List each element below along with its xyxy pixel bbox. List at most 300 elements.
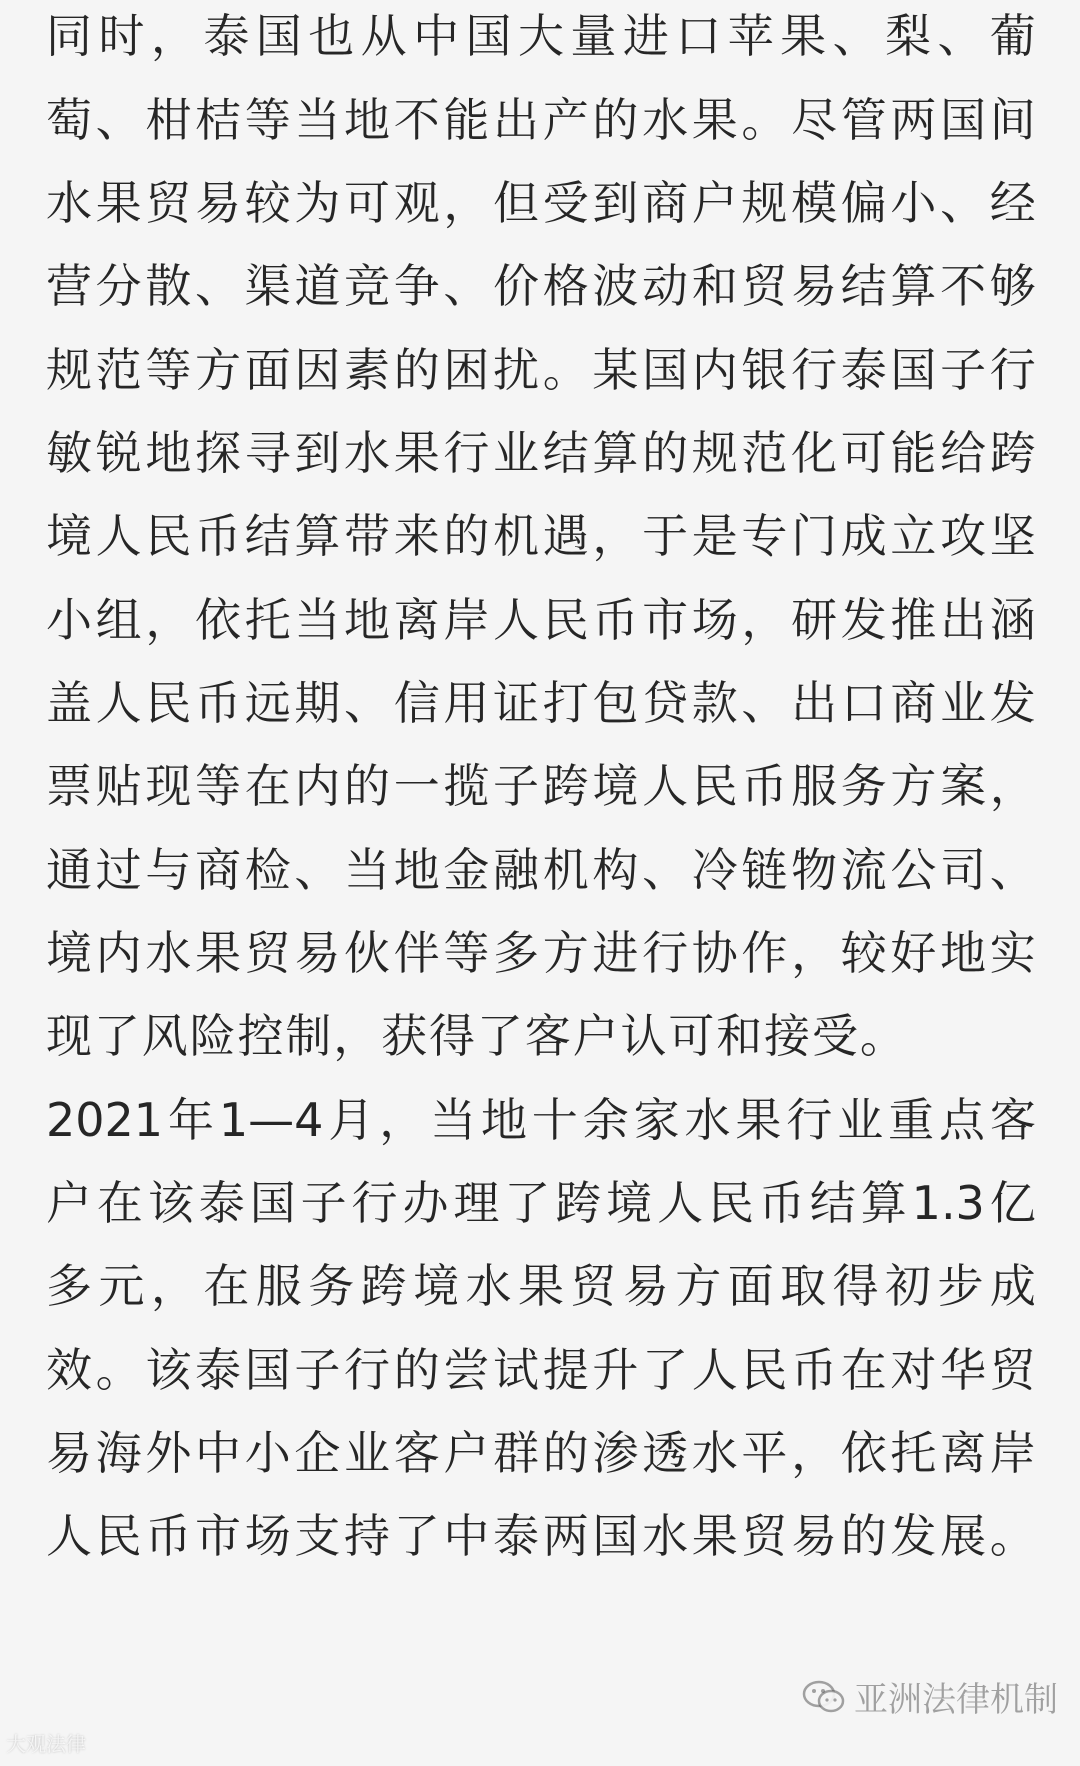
glyph: 人 bbox=[657, 1176, 704, 1230]
glyph: 泰 bbox=[493, 1509, 540, 1563]
glyph: 经 bbox=[989, 176, 1036, 230]
glyph: 专 bbox=[741, 509, 788, 563]
glyph: 一 bbox=[393, 759, 440, 813]
glyph: 苹 bbox=[727, 9, 774, 63]
glyph: 服 bbox=[255, 1259, 302, 1313]
glyph: 户 bbox=[443, 1426, 490, 1480]
glyph: 结 bbox=[809, 1176, 856, 1230]
glyph: 人 bbox=[691, 1343, 738, 1397]
glyph: 行 bbox=[344, 1343, 391, 1397]
glyph: 民 bbox=[145, 509, 192, 563]
glyph: 贸 bbox=[989, 1343, 1036, 1397]
paragraph-line bbox=[46, 1488, 1036, 1584]
glyph: 与 bbox=[145, 843, 192, 897]
glyph: 亿 bbox=[989, 1176, 1036, 1230]
glyph: 果 bbox=[691, 1509, 738, 1563]
glyph: 得 bbox=[429, 1009, 475, 1063]
glyph: 泰 bbox=[195, 1343, 242, 1397]
glyph: 地 bbox=[940, 926, 987, 980]
glyph: 。 bbox=[989, 1509, 1036, 1563]
glyph: 梨 bbox=[885, 9, 931, 63]
glyph: 面 bbox=[727, 1259, 774, 1313]
glyph: 方 bbox=[675, 1259, 722, 1313]
glyph: 和 bbox=[716, 1009, 763, 1063]
glyph: 两 bbox=[890, 93, 937, 147]
glyph: 规 bbox=[46, 343, 92, 397]
glyph: 易 bbox=[791, 1509, 838, 1563]
glyph: 内 bbox=[95, 926, 142, 980]
glyph: 了 bbox=[93, 1009, 140, 1063]
glyph: ， bbox=[791, 926, 838, 980]
glyph: 易 bbox=[791, 259, 838, 313]
glyph: 子 bbox=[300, 1176, 347, 1230]
glyph: 、 bbox=[642, 843, 689, 897]
glyph: 得 bbox=[832, 1259, 879, 1313]
glyph: 通 bbox=[46, 843, 92, 897]
glyph: 价 bbox=[493, 259, 540, 313]
glyph: 境 bbox=[46, 926, 92, 980]
glyph: 中 bbox=[443, 1509, 490, 1563]
glyph: 民 bbox=[691, 759, 738, 813]
glyph: ， bbox=[150, 9, 197, 63]
glyph: 果 bbox=[780, 9, 827, 63]
glyph: 大 bbox=[517, 9, 564, 63]
glyph: 方 bbox=[195, 343, 242, 397]
glyph: 的 bbox=[542, 1426, 589, 1480]
glyph: 初 bbox=[885, 1259, 931, 1313]
glyph: ， bbox=[145, 593, 192, 647]
glyph: 小 bbox=[46, 593, 92, 647]
glyph: 场 bbox=[691, 593, 738, 647]
glyph: 困 bbox=[443, 343, 490, 397]
glyph: 海 bbox=[95, 1426, 142, 1480]
glyph: 人 bbox=[46, 1509, 92, 1563]
glyph: ， bbox=[741, 593, 788, 647]
glyph: 给 bbox=[940, 426, 987, 480]
glyph: 贷 bbox=[642, 676, 689, 730]
glyph: 民 bbox=[145, 676, 192, 730]
glyph: 构 bbox=[592, 843, 639, 897]
glyph: ， bbox=[333, 1009, 380, 1063]
corner-watermark bbox=[6, 1728, 86, 1757]
glyph: 境 bbox=[46, 509, 92, 563]
glyph: 素 bbox=[344, 343, 391, 397]
glyph: 国 bbox=[255, 9, 302, 63]
glyph: 试 bbox=[493, 1343, 540, 1397]
glyph: 水 bbox=[642, 93, 689, 147]
glyph: 贸 bbox=[244, 926, 291, 980]
glyph: 机 bbox=[493, 509, 540, 563]
glyph: 户 bbox=[691, 176, 738, 230]
glyph: 。 bbox=[542, 343, 589, 397]
glyph: 规 bbox=[691, 426, 738, 480]
glyph: 模 bbox=[791, 176, 838, 230]
glyph: 方 bbox=[542, 926, 589, 980]
paragraph-line bbox=[46, 1072, 1036, 1168]
paragraph-line bbox=[46, 1405, 1036, 1501]
glyph: 推 bbox=[890, 593, 937, 647]
glyph: 业 bbox=[344, 1426, 391, 1480]
glyph: 地 bbox=[344, 593, 391, 647]
glyph: 国 bbox=[940, 93, 987, 147]
glyph: 业 bbox=[837, 1093, 884, 1147]
glyph: 实 bbox=[989, 926, 1036, 980]
glyph: 格 bbox=[542, 259, 589, 313]
glyph: 口 bbox=[675, 9, 722, 63]
paragraph-line bbox=[46, 1155, 1036, 1251]
glyph: ， bbox=[791, 1426, 838, 1480]
glyph: 地 bbox=[393, 843, 440, 897]
glyph: 户 bbox=[46, 1176, 92, 1230]
glyph: 受 bbox=[542, 176, 589, 230]
glyph: 持 bbox=[344, 1509, 391, 1563]
glyph: 服 bbox=[791, 759, 838, 813]
glyph: 行 bbox=[786, 1093, 833, 1147]
glyph: 泰 bbox=[840, 343, 887, 397]
glyph: 币 bbox=[758, 1176, 805, 1230]
glyph: 涵 bbox=[989, 593, 1036, 647]
glyph: 中 bbox=[413, 9, 460, 63]
glyph: 间 bbox=[989, 93, 1036, 147]
glyph: 观 bbox=[393, 176, 440, 230]
glyph: 务 bbox=[308, 1259, 355, 1313]
glyph: 当 bbox=[430, 1093, 477, 1147]
glyph: 水 bbox=[465, 1259, 512, 1313]
glyph: 时 bbox=[98, 9, 145, 63]
glyph: 内 bbox=[691, 343, 738, 397]
glyph: 月 bbox=[328, 1093, 375, 1147]
glyph: 该 bbox=[145, 1343, 192, 1397]
glyph: 在 bbox=[840, 1343, 887, 1397]
glyph: 的 bbox=[393, 1343, 440, 1397]
glyph: 等 bbox=[145, 343, 192, 397]
glyph: 用 bbox=[443, 676, 490, 730]
glyph: 1—4 bbox=[218, 1093, 324, 1147]
glyph: 水 bbox=[145, 926, 192, 980]
glyph: 跨 bbox=[542, 759, 589, 813]
glyph: 化 bbox=[791, 426, 838, 480]
glyph: 算 bbox=[860, 1176, 907, 1230]
glyph: 依 bbox=[840, 1426, 887, 1480]
glyph: 敏 bbox=[46, 426, 92, 480]
glyph: 行 bbox=[791, 343, 838, 397]
glyph: 中 bbox=[195, 1426, 242, 1480]
glyph: 、 bbox=[95, 93, 142, 147]
glyph: 小 bbox=[890, 176, 937, 230]
glyph: 币 bbox=[592, 593, 639, 647]
glyph: 伴 bbox=[393, 926, 440, 980]
glyph: 办 bbox=[402, 1176, 449, 1230]
glyph: 票 bbox=[46, 759, 92, 813]
glyph: 也 bbox=[308, 9, 355, 63]
paragraph-line bbox=[46, 72, 1036, 168]
glyph: 境 bbox=[592, 759, 639, 813]
glyph: 客 bbox=[524, 1009, 571, 1063]
glyph: 客 bbox=[989, 1093, 1036, 1147]
glyph: 算 bbox=[294, 509, 341, 563]
paragraph-line bbox=[46, 1322, 1036, 1418]
glyph: 范 bbox=[95, 343, 142, 397]
glyph: 易 bbox=[195, 176, 242, 230]
glyph: 融 bbox=[493, 843, 540, 897]
glyph: 是 bbox=[691, 509, 738, 563]
glyph: 过 bbox=[95, 843, 142, 897]
glyph: 口 bbox=[840, 676, 887, 730]
glyph: 散 bbox=[145, 259, 192, 313]
glyph: 司 bbox=[940, 843, 987, 897]
glyph: 认 bbox=[620, 1009, 667, 1063]
glyph: 水 bbox=[344, 426, 391, 480]
glyph: 托 bbox=[244, 593, 291, 647]
glyph: 水 bbox=[684, 1093, 731, 1147]
glyph: 。 bbox=[859, 1009, 906, 1063]
glyph: 子 bbox=[294, 1343, 341, 1397]
glyph: 较 bbox=[244, 176, 291, 230]
glyph: 范 bbox=[741, 426, 788, 480]
glyph: 期 bbox=[294, 676, 341, 730]
glyph: 扰 bbox=[493, 343, 540, 397]
glyph: 金 bbox=[443, 843, 490, 897]
glyph: 水 bbox=[691, 1426, 738, 1480]
glyph: 当 bbox=[294, 93, 341, 147]
glyph: 立 bbox=[890, 509, 937, 563]
glyph: 贸 bbox=[570, 1259, 617, 1313]
glyph: 遇 bbox=[542, 509, 589, 563]
glyph: 民 bbox=[95, 1509, 142, 1563]
glyph: 了 bbox=[393, 1509, 440, 1563]
glyph: 可 bbox=[344, 176, 391, 230]
glyph: 到 bbox=[294, 426, 341, 480]
glyph: 证 bbox=[493, 676, 540, 730]
glyph: 等 bbox=[244, 93, 291, 147]
glyph: 受 bbox=[812, 1009, 858, 1063]
glyph: 对 bbox=[890, 1343, 937, 1397]
glyph: 果 bbox=[735, 1093, 782, 1147]
glyph: 取 bbox=[780, 1259, 827, 1313]
glyph: 结 bbox=[542, 426, 589, 480]
glyph: 果 bbox=[691, 93, 738, 147]
glyph: 出 bbox=[940, 593, 987, 647]
glyph: 、 bbox=[937, 9, 984, 63]
glyph: 跨 bbox=[360, 1259, 407, 1313]
glyph: 国 bbox=[465, 9, 512, 63]
glyph: 在 bbox=[203, 1259, 250, 1313]
glyph: 易 bbox=[622, 1259, 669, 1313]
glyph: 分 bbox=[95, 259, 142, 313]
glyph: 年 bbox=[167, 1093, 214, 1147]
glyph: 地 bbox=[344, 93, 391, 147]
glyph: 行 bbox=[351, 1176, 398, 1230]
glyph: 十 bbox=[531, 1093, 578, 1147]
glyph: 的 bbox=[642, 426, 689, 480]
glyph: 规 bbox=[741, 176, 788, 230]
glyph: 岸 bbox=[443, 593, 490, 647]
glyph: 。 bbox=[95, 1343, 142, 1397]
glyph: 理 bbox=[453, 1176, 500, 1230]
glyph: 出 bbox=[791, 676, 838, 730]
glyph: 泰 bbox=[198, 1176, 245, 1230]
glyph: 行 bbox=[989, 343, 1036, 397]
glyph: 境 bbox=[606, 1176, 653, 1230]
glyph: 锐 bbox=[95, 426, 142, 480]
glyph: 案 bbox=[940, 759, 987, 813]
glyph: 、 bbox=[989, 843, 1036, 897]
glyph: ， bbox=[443, 176, 490, 230]
glyph: 带 bbox=[344, 509, 391, 563]
glyph: 小 bbox=[244, 1426, 291, 1480]
glyph: 人 bbox=[95, 676, 142, 730]
glyph: 境 bbox=[413, 1259, 460, 1313]
glyph: 萄 bbox=[46, 93, 92, 147]
glyph: 和 bbox=[691, 259, 738, 313]
glyph: 好 bbox=[890, 926, 937, 980]
glyph: 果 bbox=[195, 926, 242, 980]
glyph: 的 bbox=[840, 1509, 887, 1563]
watermark-text: 亚洲法律机制 bbox=[854, 1680, 1058, 1720]
glyph: 管 bbox=[840, 93, 887, 147]
glyph: 坚 bbox=[989, 509, 1036, 563]
glyph: 因 bbox=[294, 343, 341, 397]
glyph: 等 bbox=[195, 759, 242, 813]
glyph: 从 bbox=[360, 9, 407, 63]
glyph: 岸 bbox=[989, 1426, 1036, 1480]
glyph: 国 bbox=[592, 1509, 639, 1563]
glyph: 但 bbox=[493, 176, 540, 230]
glyph: 国 bbox=[244, 1343, 291, 1397]
glyph: 果 bbox=[517, 1259, 564, 1313]
glyph: 该 bbox=[147, 1176, 194, 1230]
glyph: 来 bbox=[393, 509, 440, 563]
glyph: 易 bbox=[46, 1426, 92, 1480]
glyph: 研 bbox=[791, 593, 838, 647]
glyph: 子 bbox=[493, 759, 540, 813]
glyph: 务 bbox=[840, 759, 887, 813]
glyph: 方 bbox=[890, 759, 937, 813]
glyph: 结 bbox=[840, 259, 887, 313]
glyph: 等 bbox=[443, 926, 490, 980]
glyph: 探 bbox=[195, 426, 242, 480]
glyph: 离 bbox=[940, 1426, 987, 1480]
glyph: 华 bbox=[940, 1343, 987, 1397]
glyph: 了 bbox=[642, 1343, 689, 1397]
glyph: 水 bbox=[46, 176, 92, 230]
glyph: 面 bbox=[244, 343, 291, 397]
glyph: 户 bbox=[572, 1009, 619, 1063]
glyph: 同 bbox=[46, 9, 92, 63]
glyph: 到 bbox=[592, 176, 639, 230]
glyph: 检 bbox=[244, 843, 291, 897]
glyph: 的 bbox=[344, 759, 391, 813]
glyph: 、 bbox=[741, 676, 788, 730]
glyph: 托 bbox=[890, 1426, 937, 1480]
glyph: 币 bbox=[195, 509, 242, 563]
glyph: 元 bbox=[98, 1259, 145, 1313]
glyph: 两 bbox=[542, 1509, 589, 1563]
glyph: 跨 bbox=[989, 426, 1036, 480]
paragraph-line bbox=[46, 738, 1036, 834]
glyph: 行 bbox=[642, 926, 689, 980]
glyph: 、 bbox=[832, 9, 879, 63]
glyph: 升 bbox=[592, 1343, 639, 1397]
glyph: 发 bbox=[890, 1509, 937, 1563]
glyph: 提 bbox=[542, 1343, 589, 1397]
glyph: 币 bbox=[791, 1343, 838, 1397]
paragraph-line bbox=[46, 655, 1036, 751]
glyph: 1.3 bbox=[911, 1176, 985, 1230]
glyph: ， bbox=[989, 759, 1036, 813]
glyph: 币 bbox=[741, 759, 788, 813]
glyph: 群 bbox=[493, 1426, 540, 1480]
glyph: 民 bbox=[542, 593, 589, 647]
glyph: 、 bbox=[940, 176, 987, 230]
glyph: 产 bbox=[542, 93, 589, 147]
glyph: 行 bbox=[443, 426, 490, 480]
glyph: 、 bbox=[344, 676, 391, 730]
glyph: 贸 bbox=[741, 1509, 788, 1563]
glyph: 商 bbox=[890, 676, 937, 730]
glyph: 依 bbox=[195, 593, 242, 647]
paragraph-line bbox=[46, 988, 906, 1084]
glyph: 攻 bbox=[940, 509, 987, 563]
glyph: 打 bbox=[542, 676, 589, 730]
glyph: 民 bbox=[741, 1343, 788, 1397]
glyph: 发 bbox=[840, 593, 887, 647]
glyph: 点 bbox=[938, 1093, 985, 1147]
glyph: 余 bbox=[582, 1093, 629, 1147]
glyph: 不 bbox=[393, 93, 440, 147]
glyph: 子 bbox=[940, 343, 987, 397]
glyph: 离 bbox=[393, 593, 440, 647]
glyph: 、 bbox=[195, 259, 242, 313]
glyph: 重 bbox=[888, 1093, 935, 1147]
glyph: 营 bbox=[46, 259, 92, 313]
glyph: 币 bbox=[145, 1509, 192, 1563]
glyph: 当 bbox=[344, 843, 391, 897]
glyph: 机 bbox=[542, 843, 589, 897]
glyph: 现 bbox=[145, 759, 192, 813]
glyph: 柑 bbox=[145, 93, 192, 147]
glyph: 制 bbox=[285, 1009, 332, 1063]
glyph: 组 bbox=[95, 593, 142, 647]
glyph: 地 bbox=[480, 1093, 527, 1147]
glyph: 款 bbox=[691, 676, 738, 730]
glyph: 险 bbox=[189, 1009, 236, 1063]
glyph: 成 bbox=[989, 1259, 1036, 1313]
glyph: 现 bbox=[46, 1009, 92, 1063]
glyph: 结 bbox=[244, 509, 291, 563]
glyph: 渗 bbox=[592, 1426, 639, 1480]
glyph: 当 bbox=[294, 593, 341, 647]
glyph: 了 bbox=[504, 1176, 551, 1230]
glyph: 可 bbox=[840, 426, 887, 480]
glyph: 可 bbox=[668, 1009, 715, 1063]
paragraph-line bbox=[46, 155, 1036, 251]
glyph: 成 bbox=[840, 509, 887, 563]
glyph: 果 bbox=[393, 426, 440, 480]
glyph: 泰 bbox=[203, 9, 250, 63]
glyph: 水 bbox=[642, 1509, 689, 1563]
glyph: 果 bbox=[95, 176, 142, 230]
glyph: 、 bbox=[443, 259, 490, 313]
paragraph-line bbox=[46, 238, 1036, 334]
glyph: 客 bbox=[393, 1426, 440, 1480]
glyph: ， bbox=[592, 509, 639, 563]
glyph: 链 bbox=[741, 843, 788, 897]
glyph: ， bbox=[379, 1093, 426, 1147]
glyph: 进 bbox=[592, 926, 639, 980]
glyph: 商 bbox=[195, 843, 242, 897]
glyph: 门 bbox=[791, 509, 838, 563]
